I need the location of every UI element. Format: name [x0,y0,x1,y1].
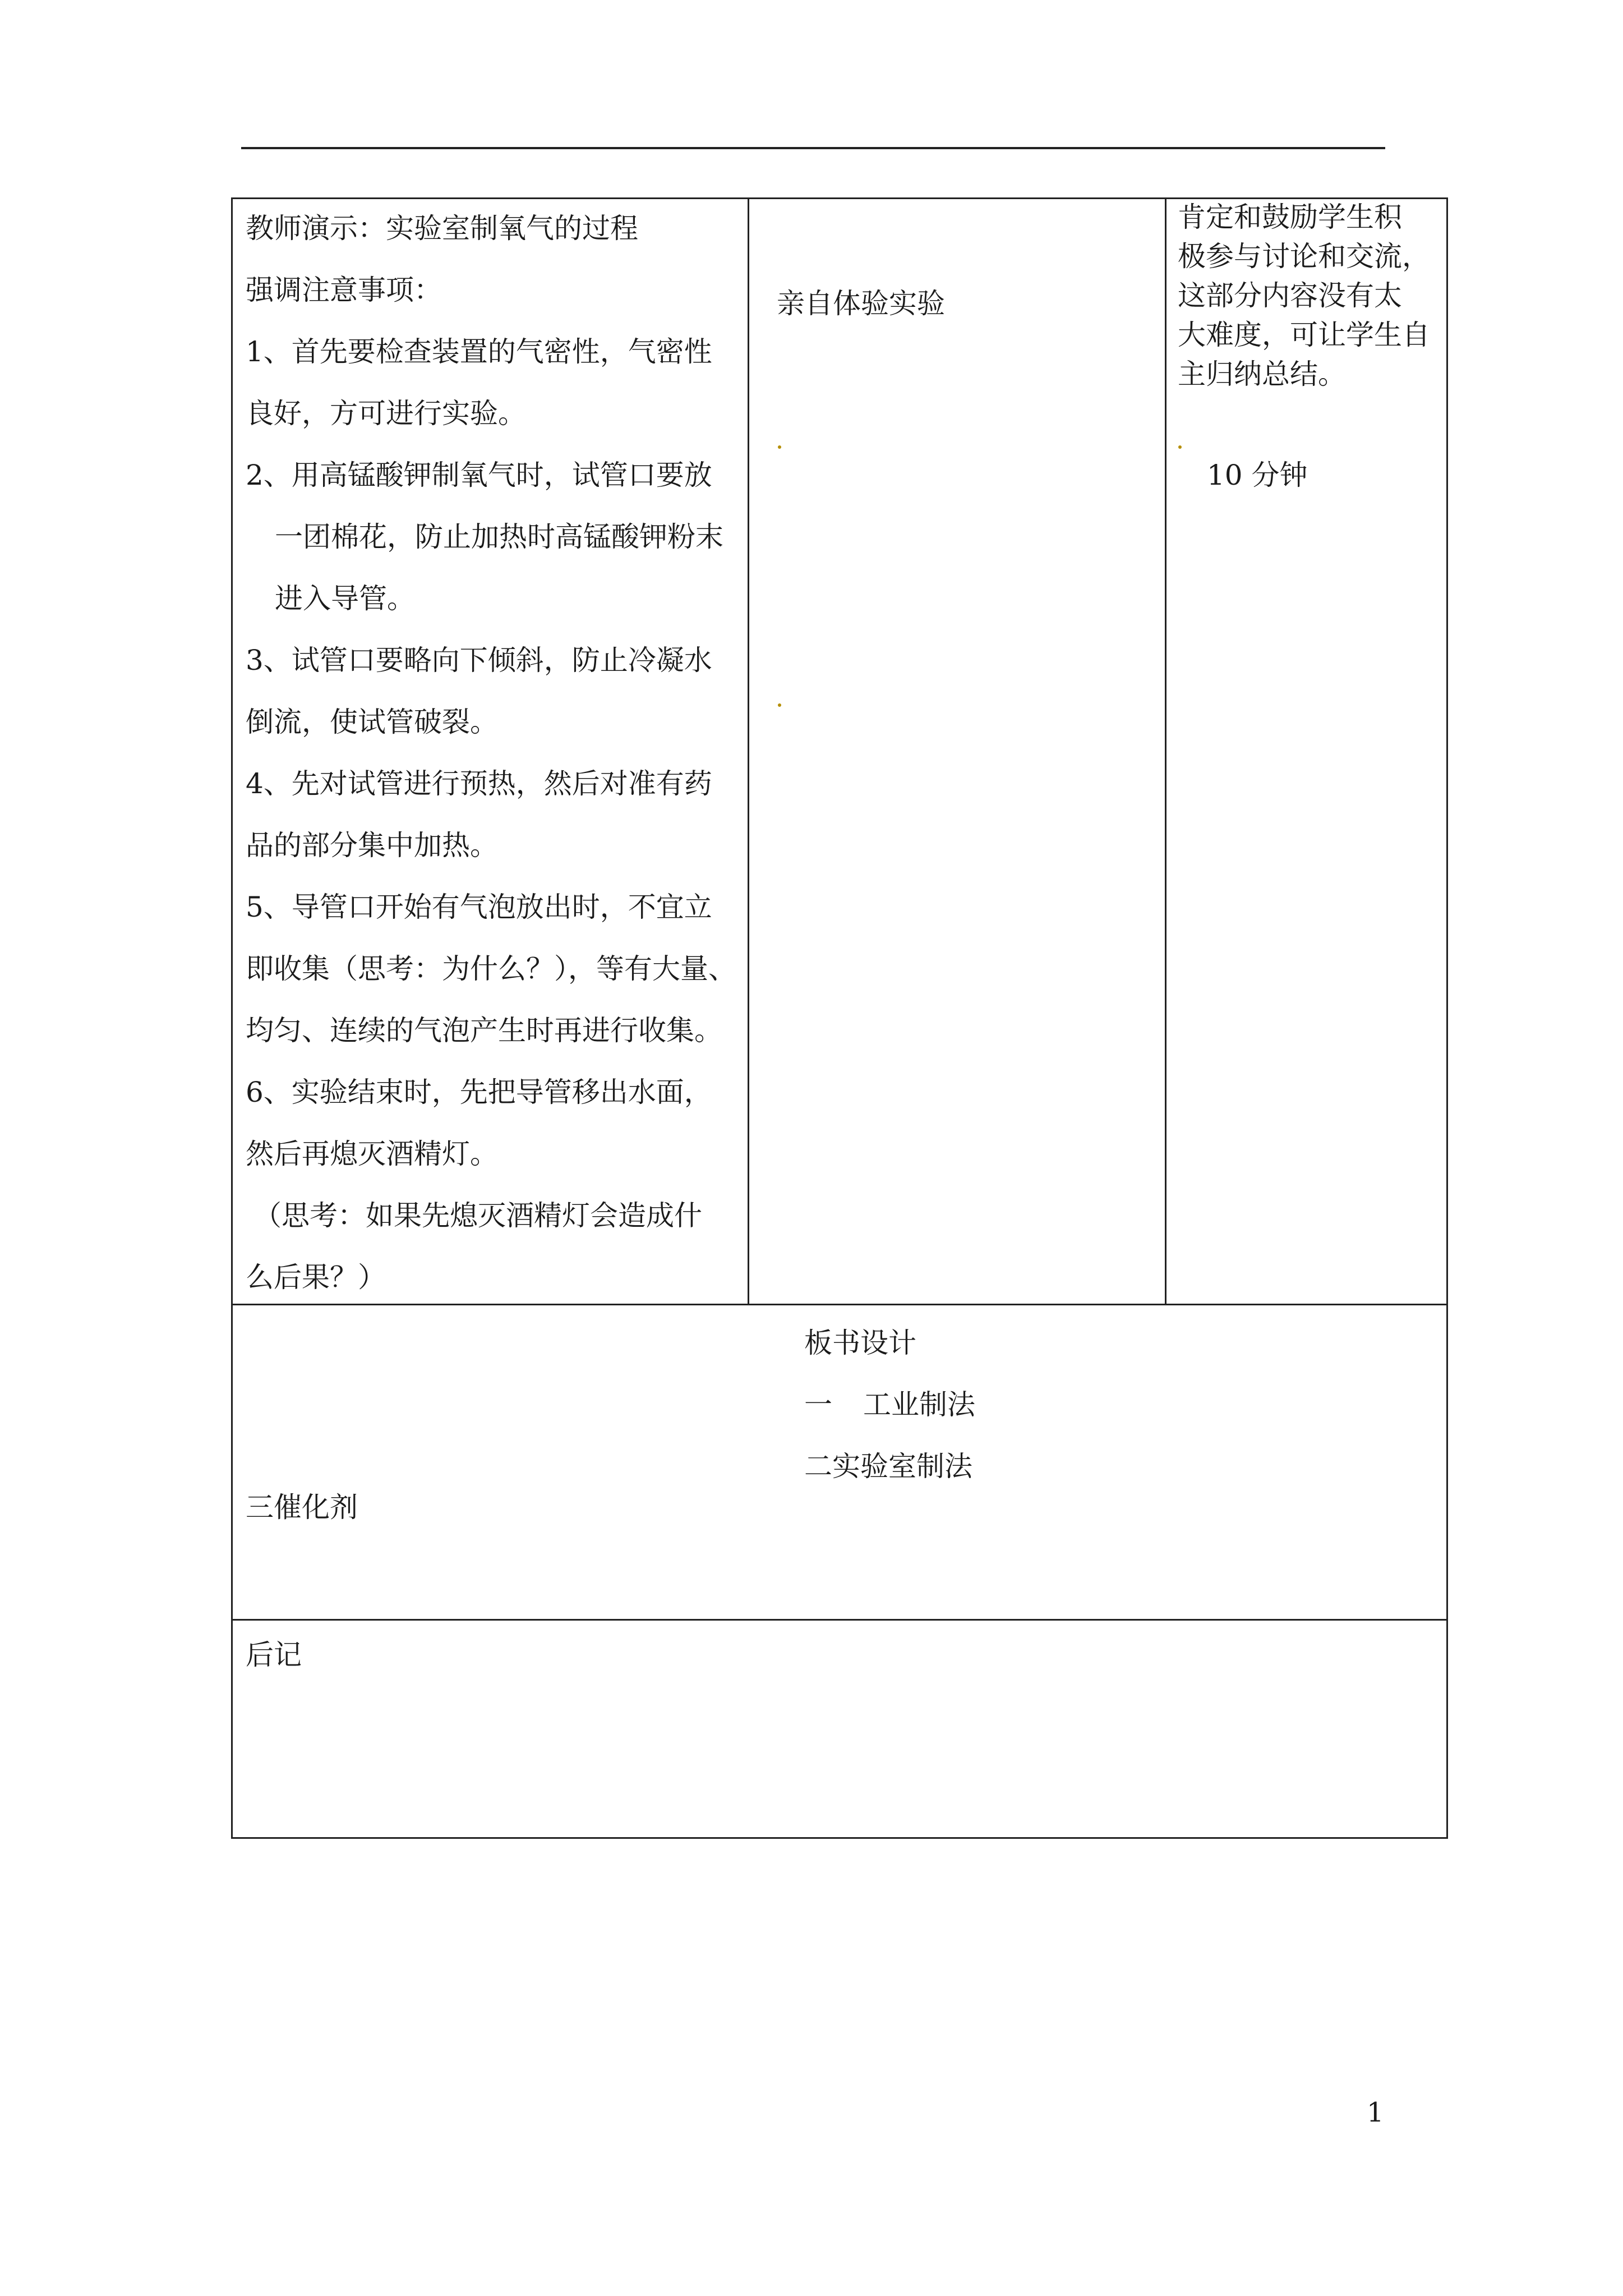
table-border-top [231,197,1448,199]
cell-text-line: 3、试管口要略向下倾斜，防止冷凝水 [246,644,712,677]
cell-text-line: 均匀、连续的气泡产生时再进行收集。 [246,1014,722,1047]
cell-text-line: 然后再熄灭酒精灯。 [246,1138,498,1170]
header-rule [241,147,1385,149]
cell-text-line: 倒流，使试管破裂。 [246,706,498,738]
column-divider [1165,197,1166,1305]
cell-text-line: 良好，方可进行实验。 [246,397,526,430]
cell-text-line: 强调注意事项： [246,274,442,306]
stray-mark [1178,445,1182,449]
board-item-text: 三催化剂 [246,1491,358,1524]
cell-text-line: 教师演示：实验室制氧气的过程 [246,212,638,245]
table-border-bottom [231,1837,1448,1839]
board-item-number: 一 [804,1388,832,1421]
page-number: 1 [1367,2097,1384,2128]
student-activity-text: 亲自体验实验 [777,287,945,320]
cell-text-line: 即收集（思考：为什么？），等有大量、 [246,953,736,985]
cell-text-line: 肯定和鼓励学生积 [1178,201,1402,233]
cell-text-line: 4、先对试管进行预热，然后对准有药 [246,767,712,800]
cell-text-line: 一团棉花，防止加热时高锰酸钾粉末 [275,521,723,553]
board-item-text: 二实验室制法 [804,1450,972,1483]
time-allocation: 10 分钟 [1207,459,1308,491]
postscript-label: 后记 [246,1639,302,1671]
table-row-divider [231,1304,1448,1305]
board-design-title: 板书设计 [804,1327,916,1359]
lesson-table [231,197,1448,1839]
cell-text-line: 进入导管。 [275,582,415,615]
cell-text-line: 主归纳总结。 [1178,358,1346,390]
table-row-divider [231,1619,1448,1621]
board-item-text: 工业制法 [863,1388,975,1421]
cell-text-line: 么后果？） [246,1261,386,1294]
stray-mark [778,703,781,707]
table-border-right [1446,197,1448,1839]
cell-text-line: 5、导管口开始有气泡放出时，不宜立 [246,891,712,923]
cell-text-line: 这部分内容没有太 [1178,279,1402,312]
cell-text-line: 1、首先要检查装置的气密性，气密性 [246,335,712,368]
cell-text-line: 极参与讨论和交流， [1178,240,1430,273]
cell-text-line: 大难度，可让学生自 [1178,319,1430,351]
cell-text-line: 品的部分集中加热。 [246,829,498,862]
stray-mark [778,445,781,449]
cell-text-line: （思考：如果先熄灭酒精灯会造成什 [253,1199,702,1232]
column-divider [748,197,749,1305]
table-border-left [231,197,233,1839]
cell-text-line: 2、用高锰酸钾制氧气时，试管口要放 [246,459,712,491]
cell-text-line: 6、实验结束时，先把导管移出水面， [246,1076,712,1108]
